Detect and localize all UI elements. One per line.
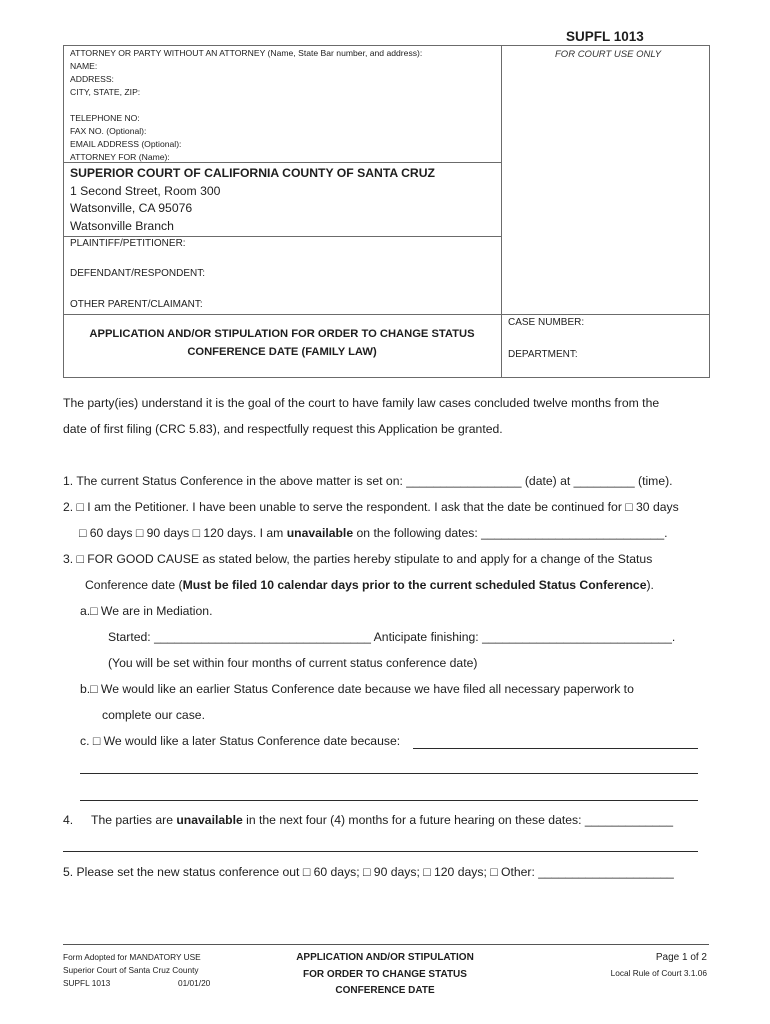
department-field[interactable]: DEPARTMENT: xyxy=(508,349,578,360)
local-rule: Local Rule of Court 3.1.06 xyxy=(610,968,707,978)
court-branch: Watsonville Branch xyxy=(70,219,174,233)
item-3-line2-post: ). xyxy=(646,578,654,592)
item-3c-label[interactable]: c. □ We would like a later Status Conference date because: xyxy=(80,734,401,748)
item-3-line2 xyxy=(85,578,654,592)
footer-left3: SUPFL 1013 xyxy=(63,978,111,988)
attorney-fax-field[interactable]: FAX NO. (Optional): xyxy=(70,126,147,136)
item-4-pre: The parties are xyxy=(91,813,177,827)
attorney-section xyxy=(70,47,422,164)
item-2-line2-post: on the following dates: ___________________________. xyxy=(353,526,668,540)
item-4-post: in the next four (4) months for a future hearing on these dates: _____________ xyxy=(242,813,673,827)
item-3c-answer-line2[interactable] xyxy=(80,773,698,774)
item-2-line2-pre: □ 60 days □ 90 days □ 120 days. I am xyxy=(79,526,287,540)
intro-line2: date of first filing (CRC 5.83), and respectfully request this Application be granted. xyxy=(63,422,503,436)
item-3b-line2: complete our case. xyxy=(102,708,205,722)
item-3b-line1[interactable]: b.□ We would like an earlier Status Conference date because we have filed all necessary paperwork to xyxy=(80,682,634,696)
court-name: SUPERIOR COURT OF CALIFORNIA COUNTY OF SANTA CRUZ xyxy=(70,166,435,180)
item-3-deadline-note: Must be filed 10 calendar days prior to the current scheduled Status Conference xyxy=(182,578,647,592)
form-title-line1: APPLICATION AND/OR STIPULATION FOR ORDER TO CHANGE STATUS xyxy=(89,328,475,340)
intro-line1: The party(ies) understand it is the goal of the court to have family law cases concluded twelve months from the xyxy=(63,396,660,410)
item-3a-mediation[interactable]: a.□ We are in Mediation. xyxy=(80,604,213,618)
other-parent-field[interactable]: OTHER PARENT/CLAIMANT: xyxy=(70,299,203,310)
footer-title-line2: FOR ORDER TO CHANGE STATUS xyxy=(303,969,467,980)
item-1[interactable]: 1. The current Status Conference in the above matter is set on: _________________ (date) at _________ (time). xyxy=(63,474,673,488)
footer-title-line1: APPLICATION AND/OR STIPULATION xyxy=(296,952,474,963)
form-id: SUPFL 1013 xyxy=(566,29,644,44)
item-4-answer-line[interactable] xyxy=(63,851,698,852)
item-3-line1[interactable]: 3. □ FOR GOOD CAUSE as stated below, the parties hereby stipulate to and apply for a change of the Status xyxy=(63,552,653,566)
item-2-line2[interactable] xyxy=(79,526,668,540)
item-2-unavailable: unavailable xyxy=(286,526,354,540)
item-4-number: 4. xyxy=(63,813,74,827)
attorney-city-field[interactable]: CITY, STATE, ZIP: xyxy=(70,87,141,97)
attorney-for-field[interactable]: ATTORNEY FOR (Name): xyxy=(70,152,170,162)
petitioner-field[interactable]: PLAINTIFF/PETITIONER: xyxy=(70,238,186,249)
item-3a-dates[interactable]: Started: ________________________________ Anticipate finishing: ____________________________. xyxy=(108,630,676,644)
attorney-telephone-field[interactable]: TELEPHONE NO: xyxy=(70,113,140,123)
footer-rule xyxy=(63,944,709,945)
court-city: Watsonville, CA 95076 xyxy=(70,201,193,215)
respondent-field[interactable]: DEFENDANT/RESPONDENT: xyxy=(70,268,206,279)
caption-divider xyxy=(501,45,502,377)
attorney-email-field[interactable]: EMAIL ADDRESS (Optional): xyxy=(70,139,182,149)
footer-left1: Form Adopted for MANDATORY USE xyxy=(63,952,201,962)
footer-date: 01/01/20 xyxy=(178,978,211,988)
attorney-address-field[interactable]: ADDRESS: xyxy=(70,74,114,84)
attorney-heading: ATTORNEY OR PARTY WITHOUT AN ATTORNEY (Name, State Bar number, and address): xyxy=(70,48,423,58)
court-bottom-line xyxy=(63,236,501,237)
court-use-label: FOR COURT USE ONLY xyxy=(555,49,662,60)
form-title-line2: CONFERENCE DATE (FAMILY LAW) xyxy=(187,346,377,358)
item-3-line2-pre: Conference date ( xyxy=(85,578,183,592)
parties-bottom-line xyxy=(63,314,709,315)
item-5[interactable]: 5. Please set the new status conference out □ 60 days; □ 90 days; □ 120 days; □ Other: ____________________ xyxy=(63,865,674,879)
item-3a-note: (You will be set within four months of current status conference date) xyxy=(108,656,478,670)
item-2-line1[interactable]: 2. □ I am the Petitioner. I have been unable to serve the respondent. I ask that the date be continued for □ 30 days xyxy=(63,500,679,514)
page-number: Page 1 of 2 xyxy=(655,952,707,963)
footer-left2: Superior Court of Santa Cruz County xyxy=(63,965,199,975)
attorney-name-field[interactable]: NAME: xyxy=(70,61,98,71)
court-street: 1 Second Street, Room 300 xyxy=(70,184,221,198)
case-number-field[interactable]: CASE NUMBER: xyxy=(508,317,585,328)
item-4[interactable] xyxy=(91,813,673,827)
footer-title-line3: CONFERENCE DATE xyxy=(335,985,435,996)
item-3c-answer-line1[interactable] xyxy=(413,748,698,749)
item-4-unavailable: unavailable xyxy=(176,813,243,827)
item-3c-answer-line3[interactable] xyxy=(80,800,698,801)
